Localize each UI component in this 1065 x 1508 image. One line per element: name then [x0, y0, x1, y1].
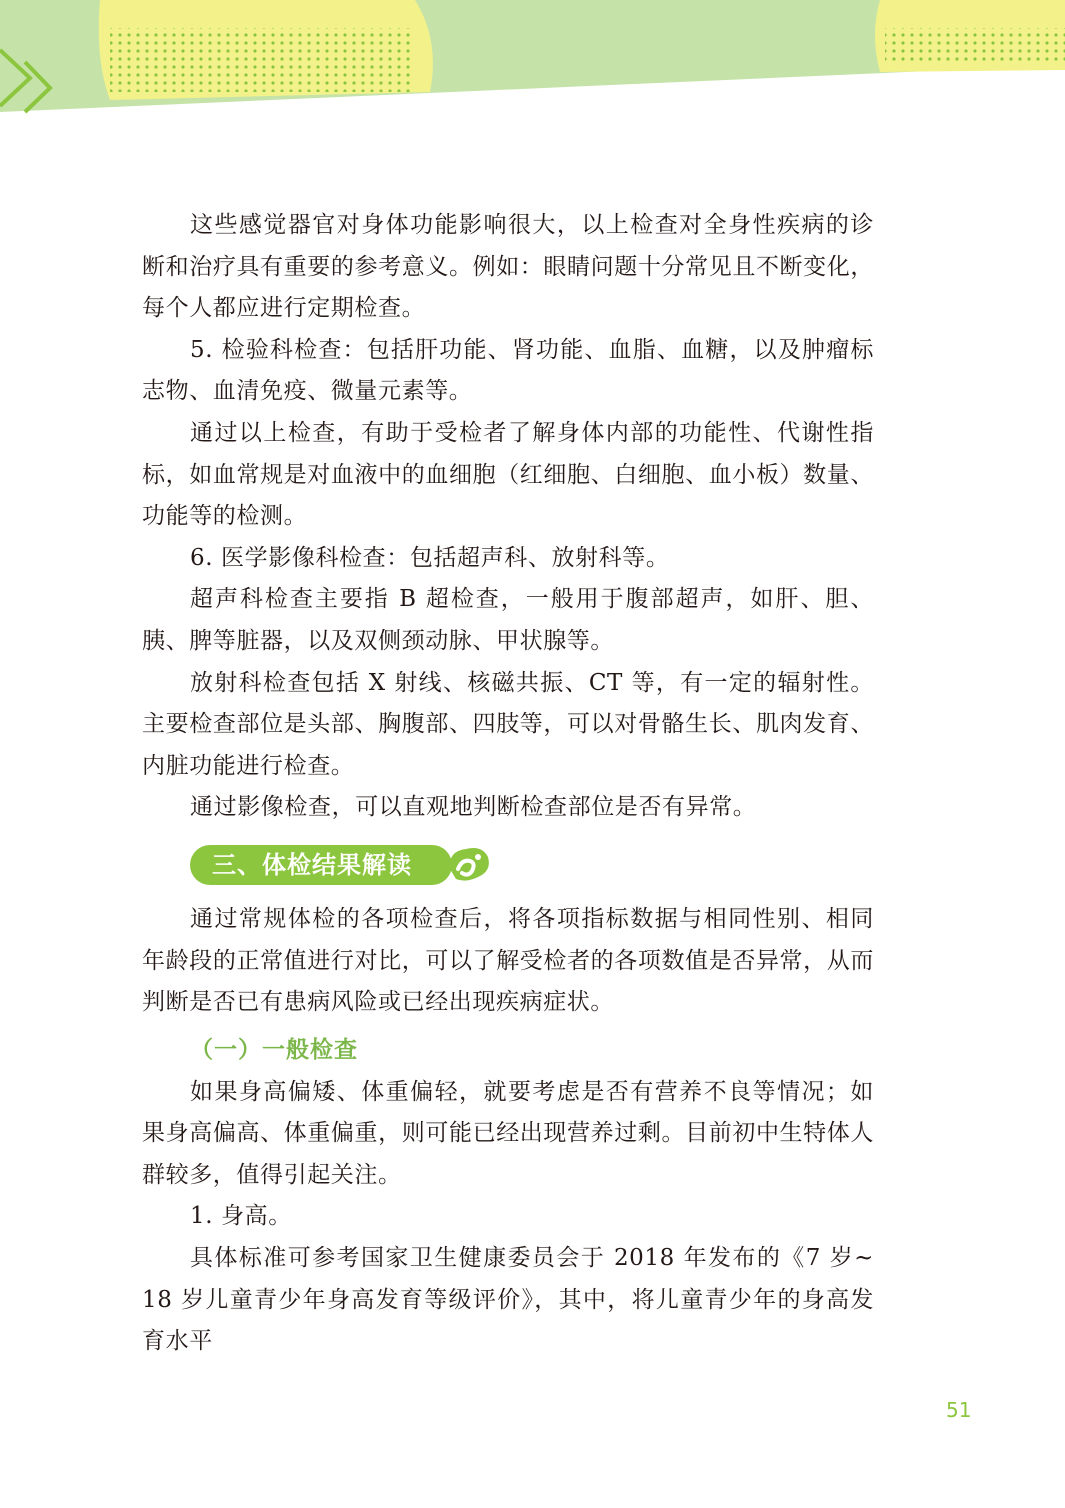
paragraph: 超声科检查主要指 B 超检查，一般用于腹部超声，如肝、胆、胰、脾等脏器，以及双侧颈动脉、甲状腺等。: [142, 586, 874, 654]
paragraph: 6. 医学影像科检查：包括超声科、放射科等。: [190, 544, 670, 571]
paragraph: 1. 身高。: [190, 1203, 292, 1230]
section-heading: [190, 839, 874, 891]
paragraph: 这些感觉器官对身体功能影响很大，以上检查对全身性疾病的诊断和治疗具有重要的参考意义。例如：眼睛问题十分常见且不断变化，每个人都应进行定期检查。: [142, 212, 874, 322]
paragraph: 5. 检验科检查：包括肝功能、肾功能、血脂、血糖，以及肿瘤标志物、血清免疫、微量元素等。: [142, 336, 874, 405]
green-leaf-icon: [442, 839, 494, 891]
paragraph: 通过影像检查，可以直观地判断检查部位是否有异常。: [190, 794, 757, 821]
paragraph: 具体标准可参考国家卫生健康委员会于 2018 年发布的《7 岁~ 18 岁儿童青少年身高发育等级评价》，其中，将儿童青少年的身高发育水平: [142, 1245, 874, 1355]
paragraph: 如果身高偏矮、体重偏轻，就要考虑是否有营养不良等情况；如果身高偏高、体重偏重，则可能已经出现营养过剩。目前初中生特体人群较多，值得引起关注。: [142, 1078, 874, 1188]
decorative-banner: [0, 0, 1065, 120]
paragraph: 通过常规体检的各项检查后，将各项指标数据与相同性别、相同年龄段的正常值进行对比，可以了解受检者的各项数值是否异常，从而判断是否已有患病风险或已经出现疾病症状。: [142, 905, 874, 1016]
page-content: [142, 205, 874, 1363]
paragraph: 放射科检查包括 X 射线、核磁共振、CT 等，有一定的辐射性。主要检查部位是头部、胸腹部、四肢等，可以对骨骼生长、肌肉发育、内脏功能进行检查。: [142, 669, 874, 779]
page-number: 51: [946, 1398, 972, 1422]
section-title: 三、体检结果解读: [190, 845, 452, 885]
subsection-title: （一）一般检查: [190, 1036, 358, 1063]
paragraph: 通过以上检查，有助于受检者了解身体内部的功能性、代谢性指标，如血常规是对血液中的血细胞（红细胞、白细胞、血小板）数量、功能等的检测。: [142, 419, 874, 530]
